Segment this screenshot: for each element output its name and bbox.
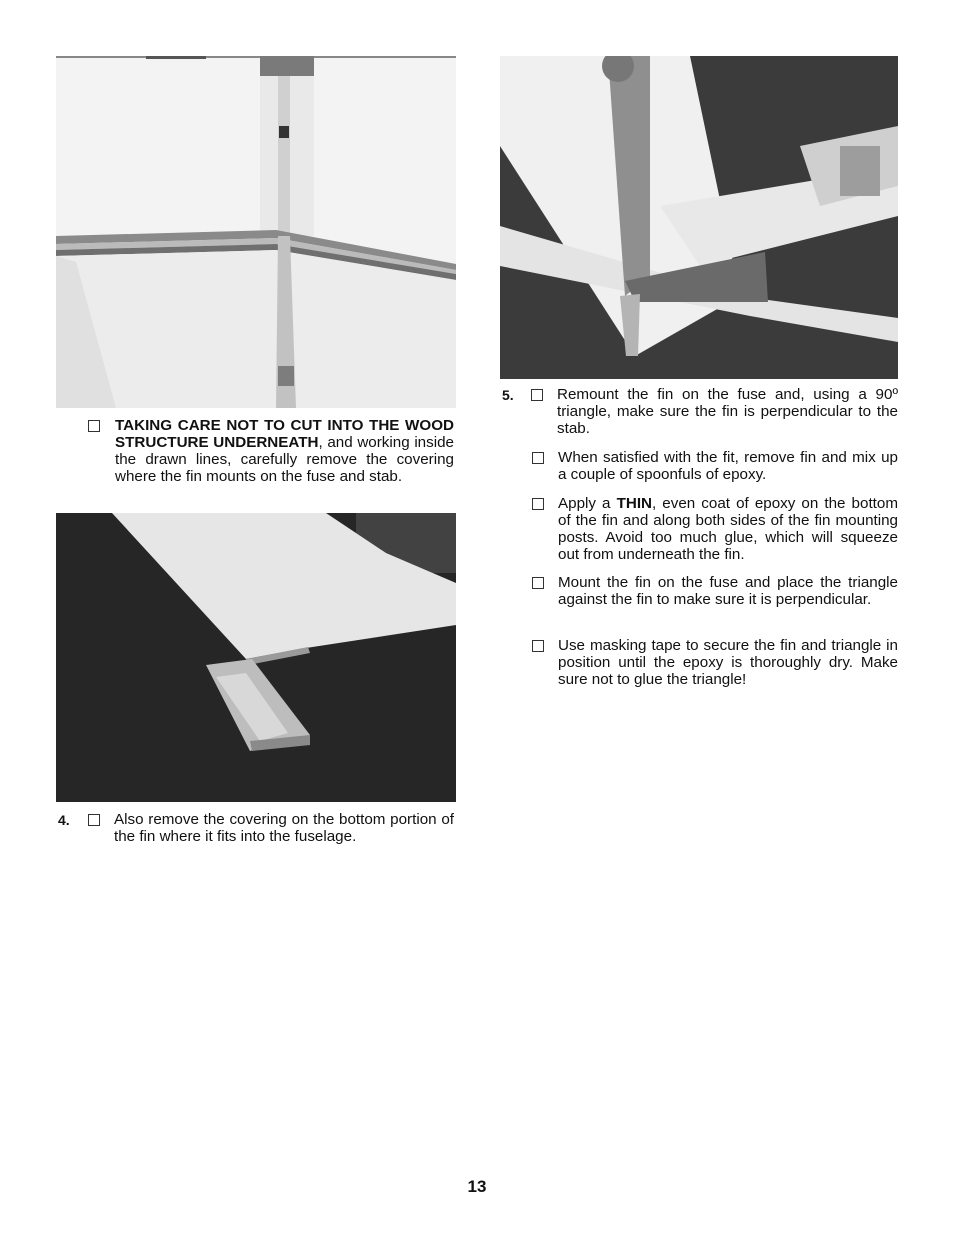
step-number: 4. (58, 812, 70, 828)
warning-text: TAKING CARE NOT TO CUT INTO THE WOOD STRUCTURE UNDERNEATH (115, 417, 454, 451)
page-number: 13 (467, 1177, 487, 1196)
checkbox-icon[interactable] (532, 640, 544, 652)
checkbox-icon[interactable] (532, 577, 544, 589)
checkbox-icon[interactable] (531, 389, 543, 401)
fin-bottom-photo (56, 513, 456, 802)
triangle-check-photo (500, 56, 898, 379)
apply-epoxy-step (532, 495, 898, 563)
checkbox-icon[interactable] (88, 814, 100, 826)
satisfied-step (532, 449, 898, 483)
step-5 (502, 386, 898, 437)
apply-text-bold: THIN (616, 495, 653, 512)
taking-care-step (88, 417, 454, 485)
taking-care-text: , and working inside the drawn lines, carefully remove the covering where the fin mounts on the fuse and stab. (115, 434, 454, 485)
masking-step (532, 637, 898, 688)
step-5-text: Remount the fin on the fuse and, using a 90º triangle, make sure the fin is perpendicular to the stab. (557, 386, 898, 437)
checkbox-icon[interactable] (88, 420, 100, 432)
apply-text-post: , even coat of epoxy on the bottom of the fin and along both sides of the fin mounting posts. Avoid too much glue, which will squeeze out from underneath the fin. (558, 495, 898, 563)
mount-step (532, 574, 898, 608)
fin-on-fuse-photo (56, 56, 456, 408)
masking-text: Use masking tape to secure the fin and triangle in position until the epoxy is thoroughly dry. Make sure not to glue the triangle! (558, 637, 898, 688)
apply-text-pre: Apply a (558, 495, 617, 512)
mount-text: Mount the fin on the fuse and place the triangle against the fin to make sure it is perpendicular. (558, 574, 898, 608)
step-number: 5. (502, 387, 514, 403)
step-4 (58, 811, 454, 845)
satisfied-text: When satisfied with the fit, remove fin and mix up a couple of spoonfuls of epoxy. (558, 449, 898, 483)
checkbox-icon[interactable] (532, 452, 544, 464)
step-4-text: Also remove the covering on the bottom portion of the fin where it fits into the fuselage. (114, 811, 454, 845)
checkbox-icon[interactable] (532, 498, 544, 510)
